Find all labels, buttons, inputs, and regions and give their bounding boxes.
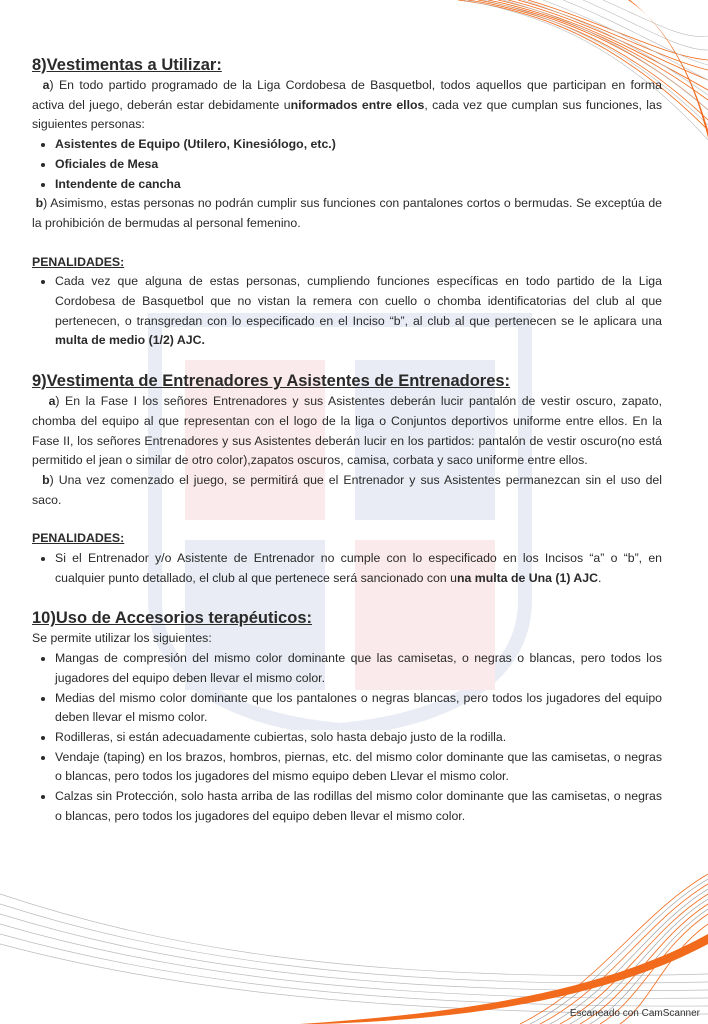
penalty-text: Si el Entrenador y/o Asistente de Entrenador no cumple con lo especificado en los Incisos “a” o “b”, en cualquier punto detallado, el club al que pertenece será sancionado con u: [55, 551, 662, 585]
item-letter-b: b: [35, 196, 44, 211]
paragraph-a-bold: niformados entre ellos: [290, 97, 425, 112]
paragraph-b-text: ) Una vez comenzado el juego, se permitirá que el Entrenador y sus Asistentes permanezcan sin el uso del saco.: [32, 472, 662, 507]
scan-stamp: Escaneado con CamScanner: [569, 1008, 700, 1019]
list-item: • Oficiales de Mesa: [55, 155, 662, 175]
bottom-swoosh-decoration: [0, 874, 708, 1024]
section-8-heading: 8)Vestimentas a Utilizar:: [32, 56, 222, 74]
paragraph-a-text: ) En todo partido programado de la Liga Cordobesa de Basquetbol, todos aquellos que participan en forma activa del juego, deberán estar debidamente u: [32, 78, 662, 112]
list-item: • Intendente de cancha: [55, 175, 662, 195]
section-10-intro: Se permite utilizar los siguientes:: [32, 631, 212, 646]
list-item: • Medias del mismo color dominante que los pantalones o negras blancas, pero todos los jugadores del equipo deben llevar el mismo color.: [55, 689, 662, 728]
penalty-item: [55, 549, 662, 588]
item-letter-b: b: [42, 472, 50, 487]
list-item: • Mangas de compresión del mismo color dominante que las camisetas, o negras o blancas, pero todos los jugadores del equipo deben llevar el mismo color.: [55, 649, 662, 688]
penalty-item: [55, 272, 662, 351]
list-item: • Asistentes de Equipo (Utilero, Kinesiólogo, etc.): [55, 135, 662, 155]
section-8-paragraph-b: [32, 194, 662, 233]
section-8-paragraph-a: [32, 76, 662, 135]
item-letter-a: a: [48, 394, 56, 409]
penalty-text: Cada vez que alguna de estas personas, cumpliendo funciones específicas en todo partido de la Liga Cordobesa de Basquetbol que no vistan la remera con cuello o chomba identificatorias del club al que pertenecen, o transgredan con lo especificado en el Inciso “b”, al club al que pertenecen se le aplicara una: [55, 274, 662, 328]
paragraph-a-text-end: , cada vez que cumplan sus funciones, las siguientes personas:: [32, 97, 662, 132]
section-9-paragraph-b: [32, 471, 662, 510]
section-8-penalties-list: [32, 272, 662, 351]
section-9-heading: 9)Vestimenta de Entrenadores y Asistentes de Entrenadores:: [32, 372, 511, 391]
section-10-accessories-list: [32, 649, 662, 826]
section-9-penalties-list: [32, 549, 662, 588]
section-9-penalties-label: PENALIDADES:: [32, 531, 125, 546]
list-item: • Calzas sin Protección, solo hasta arriba de las rodillas del mismo color dominante que las camisetas, o negras o blancas, pero todos los jugadores del equipo deben llevar el mismo color.: [55, 787, 662, 826]
item-letter-a: a: [42, 78, 50, 92]
document-body: [32, 54, 662, 827]
penalty-amount: na multa de Una (1) AJC: [457, 570, 598, 585]
section-10-heading: 10)Uso de Accesorios terapéuticos:: [32, 609, 312, 628]
list-item: • Rodilleras, si están adecuadamente cubiertas, solo hasta debajo justo de la rodilla.: [55, 728, 662, 748]
section-8-penalties-label: PENALIDADES:: [32, 254, 125, 269]
list-item: • Vendaje (taping) en los brazos, hombros, piernas, etc. del mismo color dominante que las camisetas, o negras o blancas, pero todos los jugadores del mismo equipo deben Llevar el mismo color.: [55, 748, 662, 787]
penalty-end: .: [597, 570, 602, 585]
penalty-amount: multa de medio (1/2) AJC.: [55, 333, 205, 348]
section-8-persons-list: [32, 135, 662, 194]
section-9-paragraph-a: [32, 392, 662, 471]
paragraph-b-text: ) Asimismo, estas personas no podrán cumplir sus funciones con pantalones cortos o bermudas. Se exceptúa de la prohibición de bermudas al personal femenino.: [32, 196, 662, 230]
paragraph-a-text: ) En la Fase I los señores Entrenadores y sus Asistentes deberán lucir pantalón de vestir oscuro, zapato, chomba del equipo al que representan con el logo de la liga o Conjuntos deportivos uniforme entre ellos. En la Fase II, los señores Entrenadores y sus Asistentes deberán lucir en los partidos: pantalón de vestir oscuro(no está permitido el jean o similar de otro color),zapatos oscuros, camisa, corbata y saco uniforme entre ellos.: [32, 394, 663, 468]
